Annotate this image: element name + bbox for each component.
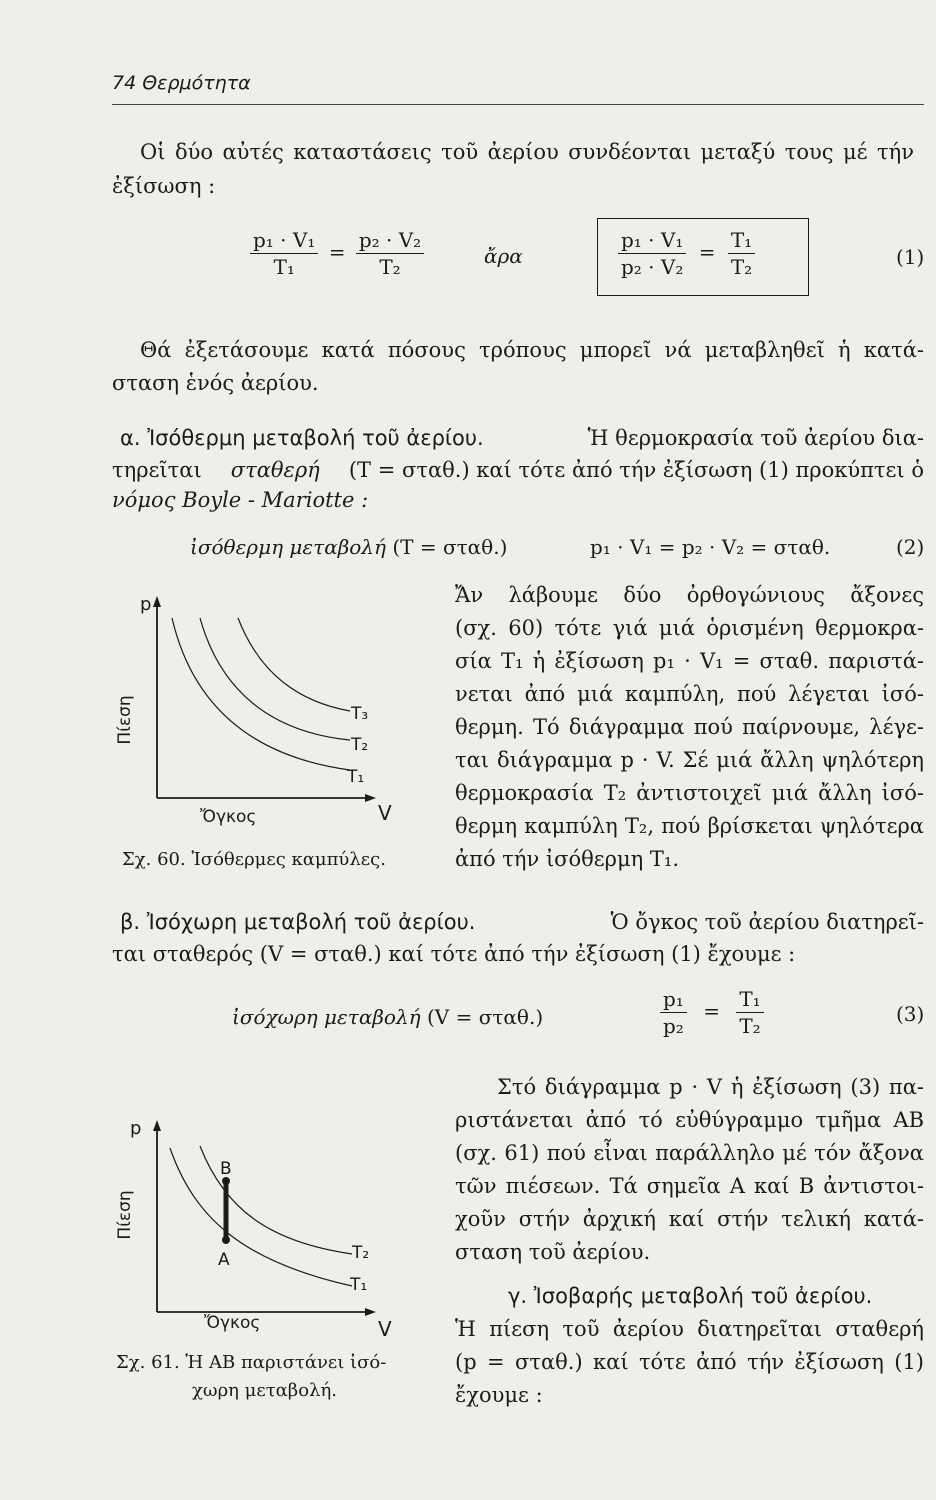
sec-b-text-6: σταση τοῦ ἀερίου. bbox=[455, 1240, 651, 1264]
sec-c-line-2: (p = σταθ.) καί τότε ἀπό τήν ἐξίσωση (1) bbox=[455, 1350, 924, 1374]
fig61-p-label: p bbox=[130, 1118, 142, 1139]
sec-a-text-6: ται διάγραμμα p · V. Σέ μιά ἄλλη ψηλότερη bbox=[455, 748, 924, 772]
fig61-curve-t1 bbox=[170, 1148, 352, 1286]
sec-a-text-2: (σχ. 60) τότε γιά μιά ὁρισμένη θερμοκρα- bbox=[455, 616, 924, 640]
eq3-number: (3) bbox=[896, 1002, 925, 1026]
sec-a-text-8: θερμη καμπύλη T₂, πού βρίσκεται ψηλότερα bbox=[455, 814, 924, 838]
fig60-diagram bbox=[100, 590, 420, 830]
sec-a-line-3: νόμος Boyle - Mariotte : bbox=[112, 488, 369, 512]
sec-a-text-3: σία T₁ ἡ ἐξίσωση p₁ · V₁ = σταθ. παριστά- bbox=[455, 649, 924, 673]
sec-a-text-5: θερμη. Τό διάγραμμα πού παίρνουμε, λέγε- bbox=[455, 715, 924, 739]
sec-b-eq-label: ἰσόχωρη μεταβολή (V = σταθ.) bbox=[232, 1005, 544, 1029]
fig60-p-label: p bbox=[140, 594, 152, 615]
eq3: $\frac{\text{p₁}}{\text{p₂}}$ = $\frac{\text{T₁}}{\text{T₂}}$ bbox=[660, 987, 764, 1038]
sec-a-text-9: ἀπό τήν ἰσόθερμη T₁. bbox=[455, 847, 680, 871]
sec-c-line-3: ἔχουμε : bbox=[455, 1383, 543, 1407]
sec-b-heading: β. Ἰσόχωρη μεταβολή τοῦ ἀερίου. bbox=[120, 910, 476, 934]
fig61-caption-line-1: Σχ. 61. Ἡ AB παριστάνει ἰσό- bbox=[116, 1352, 387, 1373]
fig61-t1: T₁ bbox=[350, 1275, 368, 1295]
sec-b-text-1: Στό διάγραμμα p · V ἡ ἐξίσωση (3) πα- bbox=[497, 1075, 924, 1099]
fig60-xlabel: Ὄγκος bbox=[200, 807, 257, 827]
para2-line-1: Θά ἐξετάσουμε κατά πόσους τρόπους μπορεῖ νά μεταβληθεῖ ἡ κατά- bbox=[140, 338, 924, 362]
fig61-y-arrow bbox=[153, 1120, 161, 1131]
sec-a-line-2: τηρεῖται σταθερή (T = σταθ.) καί τότε ἀπό τήν ἐξίσωση (1) προκύπτει ὁ bbox=[112, 458, 924, 482]
fig60-curve-t1 bbox=[172, 618, 350, 770]
fig60-t3: T₃ bbox=[351, 704, 369, 724]
fig61-caption-line-2: χωρη μεταβολή. bbox=[192, 1380, 337, 1401]
fig60-y-arrow bbox=[153, 596, 161, 607]
fig61-xlabel: Ὄγκος bbox=[204, 1313, 261, 1333]
page-header: 74 Θερμότητα bbox=[112, 72, 251, 94]
eq1-number: (1) bbox=[896, 245, 925, 269]
fig60-t2: T₂ bbox=[351, 735, 369, 755]
fig60-curve-t2 bbox=[200, 618, 350, 740]
fig61-t2: T₂ bbox=[352, 1243, 370, 1263]
intro-line-1: Οἱ δύο αὐτές καταστάσεις τοῦ ἀερίου συνδέονται μεταξύ τους μέ τήν bbox=[140, 140, 914, 164]
fig60-v-label: V bbox=[378, 801, 392, 825]
fig60-ylabel: Πίεση bbox=[115, 695, 135, 745]
sec-b-text-3: (σχ. 61) πού εἶναι παράλληλο μέ τόν ἄξονα bbox=[455, 1141, 924, 1165]
fig61-v-label: V bbox=[378, 1317, 392, 1340]
fig60-t1: T₁ bbox=[347, 767, 365, 787]
sec-a-text-1: Ἄν λάβουμε δύο ὀρθογώνιους ἄξονες bbox=[455, 583, 924, 607]
sec-b-text-4: τῶν πιέσεων. Τά σημεῖα A καί B ἀντιστοι- bbox=[455, 1174, 924, 1198]
sec-b-text-5: χοῦν στήν ἀρχική καί στήν τελική κατά- bbox=[455, 1207, 924, 1231]
sec-c-heading: γ. Ἰσοβαρής μεταβολή τοῦ ἀερίου. bbox=[508, 1284, 873, 1308]
eq1-ara: ἄρα bbox=[484, 244, 523, 268]
sec-a-heading: α. Ἰσόθερμη μεταβολή τοῦ ἀερίου. bbox=[120, 426, 484, 450]
sec-c-line-1: Ἡ πίεση τοῦ ἀερίου διατηρεῖται σταθερή bbox=[455, 1317, 924, 1341]
sec-b-line-2: ται σταθερός (V = σταθ.) καί τότε ἀπό τήν ἐξίσωση (1) ἔχουμε : bbox=[112, 942, 796, 966]
eq2: p₁ · V₁ = p₂ · V₂ = σταθ. bbox=[590, 535, 831, 559]
fig61-x-arrow bbox=[365, 1308, 376, 1316]
fig61-b-label: B bbox=[220, 1159, 232, 1179]
sec-a-text-7: θερμοκρασία T₂ ἀντιστοιχεῖ μιά ἄλλη ἰσό- bbox=[455, 781, 924, 805]
fig60-curve-t3 bbox=[238, 618, 350, 711]
fig61-diagram bbox=[100, 1110, 420, 1340]
sec-a-eq-label: ἰσόθερμη μεταβολή (T = σταθ.) bbox=[190, 535, 508, 559]
eq1-boxed: $\frac{\text{p₁ · V₁}}{\text{p₂ · V₂}}$ = $\frac{\text{T₁}}{\text{T₂}}$ bbox=[618, 228, 755, 279]
intro-line-2: ἐξίσωση : bbox=[112, 174, 216, 198]
eq2-number: (2) bbox=[896, 535, 925, 559]
fig61-point-a bbox=[222, 1236, 230, 1244]
sec-a-line-1: α. Ἰσόθερμη μεταβολή τοῦ ἀερίου. Ἡ θερμοκρασία τοῦ ἀερίου δια- bbox=[120, 422, 924, 455]
sec-b-line-1: β. Ἰσόχωρη μεταβολή τοῦ ἀερίου. Ὁ ὄγκος τοῦ ἀερίου διατηρεῖ- bbox=[120, 906, 924, 939]
fig61-a-label: A bbox=[218, 1250, 230, 1270]
sec-a-text-4: νεται ἀπό μιά καμπύλη, πού λέγεται ἰσό- bbox=[455, 682, 924, 706]
fig61-ylabel: Πίεση bbox=[115, 1190, 135, 1240]
fig60-caption: Σχ. 60. Ἰσόθερμες καμπύλες. bbox=[122, 849, 386, 870]
eq1-left: $\frac{\text{p₁ · V₁}}{\text{T₁}}$ = $\frac{\text{p₂ · V₂}}{\text{T₂}}$ bbox=[250, 228, 424, 279]
header-rule bbox=[112, 104, 924, 105]
fig60-x-arrow bbox=[365, 794, 376, 802]
para2-line-2: σταση ἑνός ἀερίου. bbox=[112, 371, 319, 395]
sec-b-text-2: ριστάνεται ἀπό τό εὐθύγραμμο τμῆμα AB bbox=[455, 1108, 924, 1132]
